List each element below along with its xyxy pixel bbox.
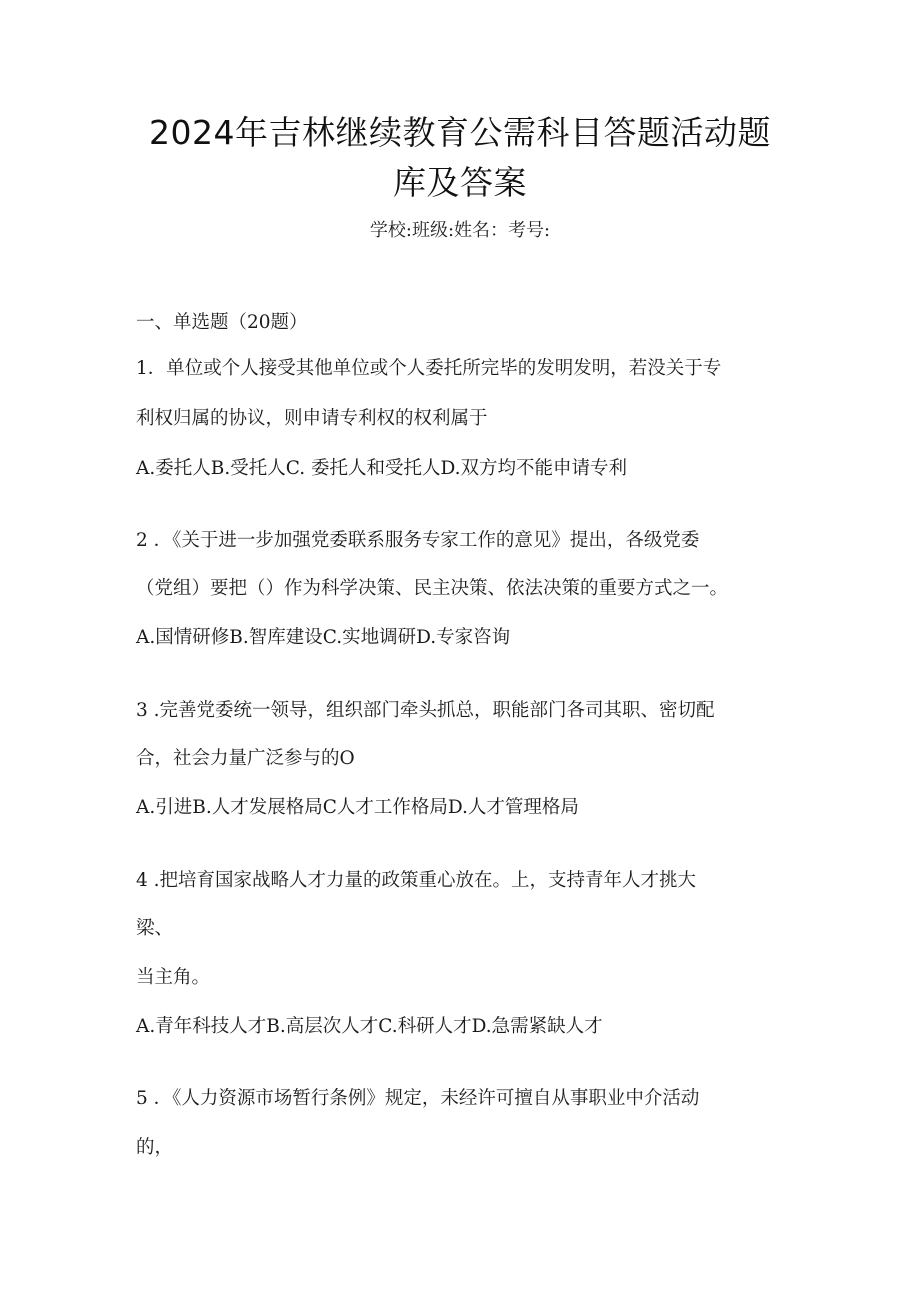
question-4-text-line-2: 梁、 [136,918,174,939]
question-4-text-line-3: 当主角。 [136,967,211,988]
question-3-text-line-1: 3 .完善党委统一领导，组织部门牵头抓总，职能部门各司其职、密切配 [136,700,715,721]
question-2-options: A.国情研修B.智库建设C.实地调研D.专家咨询 [136,627,511,648]
question-2-text-line-1: 2 ．《关于进一步加强党委联系服务专家工作的意见》提出，各级党委 [136,530,700,551]
student-info-line: 学校:班级:姓名：考号: [369,220,551,241]
question-1-options: A.委托人B.受托人C. 委托人和受托人D.双方均不能申请专利 [136,458,628,479]
question-5-text-line-2: 的， [136,1137,174,1158]
question-1-text-line-1: 1．单位或个人接受其他单位或个人委托所完毕的发明发明，若没关于专 [136,358,722,379]
question-4-text-line-1: 4 .把培育国家战略人才力量的政策重心放在。上，支持青年人才挑大 [136,870,697,891]
question-5-text-line-1: 5 ．《人力资源市场暂行条例》规定，未经许可擅自从事职业中介活动 [136,1088,700,1109]
question-3-options: A.引进B.人才发展格局C人才工作格局D.人才管理格局 [136,797,579,818]
question-3-text-line-2: 合，社会力量广泛参与的O [136,748,355,769]
question-4-options: A.青年科技人才B.高层次人才C.科研人才D.急需紧缺人才 [136,1016,603,1037]
question-1-text-line-2: 利权归属的协议，则申请专利权的权利属于 [136,408,488,429]
question-2-text-line-2: （党组）要把（）作为科学决策、民主决策、依法决策的重要方式之一。 [136,578,729,599]
document-title-line-2: 库及答案 [393,163,527,202]
section-heading: 一、单选题（20题） [136,312,308,333]
document-title-line-1: 2024年吉林继续教育公需科目答题活动题 [149,113,771,152]
